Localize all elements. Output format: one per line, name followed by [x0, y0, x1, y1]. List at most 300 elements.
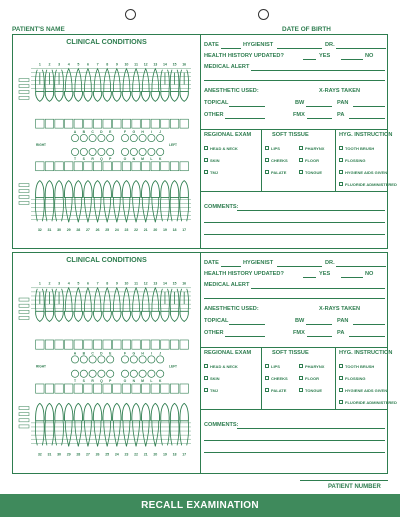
primary-tooth-lower[interactable]	[80, 370, 87, 377]
lower-note-box[interactable]	[74, 162, 82, 171]
pan-field[interactable]	[353, 106, 385, 107]
upper-tooth-root	[133, 69, 140, 92]
upper-tooth-crown	[170, 311, 178, 321]
primary-tooth-upper[interactable]	[98, 134, 105, 141]
primary-upper-letter: H	[141, 130, 144, 135]
soft-tissue-checkbox[interactable]	[265, 146, 269, 150]
upper-tooth-number: 16	[182, 62, 187, 67]
upper-tooth-root	[104, 288, 111, 312]
primary-tooth-upper[interactable]	[80, 134, 87, 141]
upper-tooth-root	[65, 288, 72, 312]
primary-lower-letter: L	[150, 156, 153, 161]
lower-note-box[interactable]	[122, 384, 130, 393]
lower-tooth-root	[123, 421, 130, 447]
soft-tissue-item: PHARYNX	[305, 364, 325, 369]
primary-lower-letter: R	[91, 156, 94, 161]
pa-label: PA	[337, 330, 345, 336]
regional-exam-checkbox[interactable]	[204, 364, 208, 368]
upper-tooth-number: 5	[77, 281, 80, 286]
regional-exam-item: HEAD & NECK	[210, 146, 238, 151]
hyg-instruction-item: TOOTH BRUSH	[345, 146, 375, 151]
primary-tooth-lower[interactable]	[139, 370, 146, 377]
lower-note-box[interactable]	[161, 384, 169, 393]
comments-field[interactable]	[237, 428, 385, 429]
upper-tooth-number: 4	[67, 281, 70, 286]
soft-tissue-checkbox[interactable]	[299, 388, 303, 392]
clinical-conditions-panel	[13, 253, 201, 473]
lower-tooth-root	[152, 421, 159, 447]
right-side-label: RIGHT	[36, 364, 46, 369]
regional-exam-header: REGIONAL EXAM	[204, 350, 252, 356]
upper-tooth-number: 10	[124, 281, 129, 286]
lower-note-box[interactable]	[93, 384, 101, 393]
upper-note-box[interactable]	[132, 119, 140, 128]
upper-note-box[interactable]	[55, 340, 63, 349]
primary-upper-letter: J	[159, 351, 162, 356]
primary-tooth-upper[interactable]	[89, 356, 96, 363]
doctor-field[interactable]	[336, 266, 386, 267]
upper-note-box[interactable]	[170, 119, 178, 128]
comments-label: COMMENTS:	[204, 422, 239, 428]
upper-note-box[interactable]	[161, 340, 169, 349]
primary-tooth-upper[interactable]	[130, 356, 137, 363]
upper-tooth-crown	[103, 91, 111, 101]
lower-note-box[interactable]	[132, 162, 140, 171]
primary-tooth-lower[interactable]	[157, 370, 164, 377]
comments-line[interactable]	[204, 452, 385, 453]
pa-field[interactable]	[349, 118, 385, 119]
hygienist-field[interactable]	[277, 48, 322, 49]
primary-tooth-upper[interactable]	[139, 356, 146, 363]
lower-tooth-crown	[170, 403, 178, 420]
xrays-label: X-RAYS TAKEN	[319, 88, 361, 94]
upper-note-box[interactable]	[36, 119, 44, 128]
lower-tooth-number: 23	[124, 452, 129, 457]
other-anesthetic-field[interactable]	[225, 118, 265, 119]
upper-note-box[interactable]	[170, 340, 178, 349]
lower-tooth-root	[75, 421, 82, 447]
lower-tooth-number: 29	[66, 452, 71, 457]
lower-note-box[interactable]	[113, 162, 121, 171]
upper-note-box[interactable]	[122, 340, 130, 349]
hygienist-field[interactable]	[277, 266, 322, 267]
soft-tissue-checkbox[interactable]	[265, 364, 269, 368]
primary-tooth-upper[interactable]	[157, 134, 164, 141]
lower-note-box[interactable]	[180, 384, 188, 393]
soft-tissue-item: FLOOR	[305, 158, 319, 163]
upper-tooth-number: 3	[58, 281, 61, 286]
upper-tooth-crown	[141, 311, 149, 321]
bw-field[interactable]	[306, 106, 332, 107]
lower-note-box[interactable]	[36, 384, 44, 393]
lower-note-box[interactable]	[103, 384, 111, 393]
upper-tooth-crown	[36, 91, 44, 101]
hyg-instruction-checkbox[interactable]	[339, 182, 343, 186]
upper-tooth-number: 9	[115, 281, 118, 286]
upper-note-box[interactable]	[84, 119, 92, 128]
exam-section-1	[12, 34, 397, 249]
primary-lower-letter: K	[158, 156, 162, 161]
lower-note-box[interactable]	[151, 384, 159, 393]
upper-note-box[interactable]	[141, 119, 149, 128]
lower-tooth-root	[94, 421, 101, 447]
upper-note-box[interactable]	[36, 340, 44, 349]
upper-tooth-crown	[132, 91, 140, 101]
upper-tooth-crown	[64, 91, 72, 101]
bw-field[interactable]	[306, 324, 332, 325]
lower-tooth-number: 31	[47, 228, 52, 233]
primary-tooth-upper[interactable]	[148, 134, 155, 141]
lower-note-box[interactable]	[132, 384, 140, 393]
lower-tooth-crown	[84, 403, 92, 420]
medical-alert-field-2[interactable]	[204, 298, 385, 299]
health-history-yes-field[interactable]	[303, 59, 316, 60]
upper-note-box[interactable]	[161, 119, 169, 128]
lower-tooth-number: 21	[143, 452, 148, 457]
lower-tooth-number: 19	[162, 228, 167, 233]
comments-line[interactable]	[204, 222, 385, 223]
hyg-instruction-checkbox[interactable]	[339, 146, 343, 150]
primary-tooth-upper[interactable]	[121, 356, 128, 363]
lower-tooth-root	[94, 197, 101, 222]
lower-note-box[interactable]	[103, 162, 111, 171]
regional-exam-checkbox[interactable]	[204, 376, 208, 380]
lower-tooth-crown	[151, 403, 159, 420]
soft-tissue-item: LIPS	[271, 146, 280, 151]
soft-tissue-checkbox[interactable]	[265, 388, 269, 392]
lower-tooth-root	[65, 197, 72, 222]
tooth-chart[interactable]	[13, 35, 200, 248]
lower-note-box[interactable]	[180, 162, 188, 171]
health-history-yes-field[interactable]	[303, 277, 316, 278]
hyg-instruction-checkbox[interactable]	[339, 170, 343, 174]
primary-tooth-lower[interactable]	[148, 370, 155, 377]
hyg-instruction-checkbox[interactable]	[339, 388, 343, 392]
upper-note-box[interactable]	[64, 119, 72, 128]
patient-number-label: PATIENT NUMBER	[328, 484, 381, 490]
lower-tooth-number: 19	[162, 452, 167, 457]
comments-label: COMMENTS:	[204, 204, 239, 210]
primary-upper-letter: G	[132, 130, 136, 135]
upper-tooth-crown	[36, 311, 44, 321]
primary-tooth-upper[interactable]	[107, 134, 114, 141]
comments-line[interactable]	[204, 440, 385, 441]
pa-label: PA	[337, 112, 345, 118]
soft-tissue-item: FLOOR	[305, 376, 319, 381]
upper-tooth-number: 10	[124, 62, 129, 67]
left-side-label: LEFT	[169, 142, 177, 147]
lower-tooth-crown	[74, 403, 82, 420]
upper-tooth-crown	[55, 91, 63, 101]
lower-tooth-crown	[180, 403, 188, 420]
topical-label: TOPICAL	[204, 100, 229, 106]
lower-note-box[interactable]	[74, 384, 82, 393]
upper-note-box[interactable]	[103, 340, 111, 349]
primary-tooth-upper[interactable]	[98, 356, 105, 363]
soft-tissue-checkbox[interactable]	[299, 158, 303, 162]
lower-note-box[interactable]	[151, 162, 159, 171]
primary-tooth-upper[interactable]	[80, 356, 87, 363]
regional-exam-checkbox[interactable]	[204, 170, 208, 174]
upper-tooth-number: 2	[48, 281, 51, 286]
hyg-instruction-header: HYG. INSTRUCTION	[339, 350, 393, 356]
upper-tooth-crown	[170, 91, 178, 101]
comments-line[interactable]	[204, 234, 385, 235]
upper-note-box[interactable]	[93, 340, 101, 349]
primary-tooth-upper[interactable]	[71, 356, 78, 363]
lower-note-box[interactable]	[122, 162, 130, 171]
lower-note-box[interactable]	[55, 384, 63, 393]
lower-tooth-root	[84, 197, 91, 222]
medical-alert-field[interactable]	[251, 288, 385, 289]
date-field[interactable]	[221, 48, 241, 49]
primary-tooth-upper[interactable]	[148, 356, 155, 363]
health-history-no-field[interactable]	[341, 59, 363, 60]
left-side-label: LEFT	[169, 364, 177, 369]
upper-note-box[interactable]	[122, 119, 130, 128]
upper-note-box[interactable]	[93, 119, 101, 128]
lower-note-box[interactable]	[45, 384, 53, 393]
primary-tooth-lower[interactable]	[139, 148, 146, 155]
soft-tissue-item: TONGUE	[305, 170, 323, 175]
primary-tooth-lower[interactable]	[148, 148, 155, 155]
date-label: DATE	[204, 260, 219, 266]
tooth-chart[interactable]	[13, 253, 200, 473]
hyg-instruction-checkbox[interactable]	[339, 376, 343, 380]
lower-tooth-number: 29	[66, 228, 71, 233]
upper-tooth-number: 16	[182, 281, 187, 286]
upper-note-box[interactable]	[74, 119, 82, 128]
lower-note-box[interactable]	[113, 384, 121, 393]
dob-label: DATE OF BIRTH	[282, 26, 331, 33]
upper-note-box[interactable]	[180, 119, 188, 128]
hyg-instruction-item: HYGIENE AIDS GIVEN	[345, 170, 388, 175]
lower-tooth-number: 18	[172, 452, 177, 457]
lower-tooth-number: 20	[153, 228, 158, 233]
primary-tooth-lower[interactable]	[121, 370, 128, 377]
upper-tooth-number: 1	[38, 62, 41, 67]
upper-tooth-root	[113, 69, 120, 92]
doctor-field[interactable]	[336, 48, 386, 49]
pa-field[interactable]	[349, 336, 385, 337]
upper-note-box[interactable]	[132, 340, 140, 349]
lower-tooth-crown	[64, 403, 72, 420]
upper-tooth-root	[133, 288, 140, 312]
upper-note-box[interactable]	[141, 340, 149, 349]
lower-tooth-root	[133, 421, 140, 447]
upper-note-box[interactable]	[45, 340, 53, 349]
soft-tissue-checkbox[interactable]	[299, 146, 303, 150]
hyg-instruction-checkbox[interactable]	[339, 400, 343, 404]
primary-tooth-lower[interactable]	[71, 370, 78, 377]
upper-tooth-crown	[55, 311, 63, 321]
upper-note-box[interactable]	[45, 119, 53, 128]
primary-tooth-lower[interactable]	[157, 148, 164, 155]
lower-note-box[interactable]	[36, 162, 44, 171]
lower-note-box[interactable]	[93, 162, 101, 171]
upper-tooth-crown	[132, 311, 140, 321]
upper-tooth-crown	[45, 311, 53, 321]
lower-note-box[interactable]	[141, 162, 149, 171]
lower-tooth-crown	[45, 181, 53, 198]
upper-tooth-root	[94, 288, 101, 312]
upper-note-box[interactable]	[74, 340, 82, 349]
topical-label: TOPICAL	[204, 318, 229, 324]
primary-tooth-lower[interactable]	[89, 370, 96, 377]
primary-tooth-lower[interactable]	[130, 148, 137, 155]
lower-note-box[interactable]	[170, 384, 178, 393]
soft-tissue-checkbox[interactable]	[299, 376, 303, 380]
upper-tooth-crown	[93, 91, 101, 101]
upper-note-box[interactable]	[180, 340, 188, 349]
lower-tooth-crown	[93, 181, 101, 198]
medical-alert-field-2[interactable]	[204, 80, 385, 81]
upper-note-box[interactable]	[151, 340, 159, 349]
fmx-field[interactable]	[307, 336, 332, 337]
lower-note-box[interactable]	[84, 384, 92, 393]
upper-note-box[interactable]	[103, 119, 111, 128]
lower-tooth-number: 31	[47, 452, 52, 457]
topical-field[interactable]	[229, 106, 265, 107]
soft-tissue-checkbox[interactable]	[299, 170, 303, 174]
lower-tooth-root	[45, 421, 54, 446]
medical-alert-field[interactable]	[251, 70, 385, 71]
lower-tooth-crown	[151, 181, 159, 198]
lower-note-box[interactable]	[64, 162, 72, 171]
upper-tooth-root	[142, 288, 149, 312]
lower-note-box[interactable]	[161, 162, 169, 171]
lower-tooth-number: 32	[37, 452, 42, 457]
primary-upper-letter: J	[159, 130, 162, 135]
primary-tooth-lower[interactable]	[107, 370, 114, 377]
primary-tooth-lower[interactable]	[130, 370, 137, 377]
patient-number-field[interactable]	[300, 480, 388, 481]
soft-tissue-checkbox[interactable]	[265, 158, 269, 162]
lower-tooth-root	[113, 421, 120, 447]
primary-tooth-lower[interactable]	[98, 148, 105, 155]
lower-tooth-number: 22	[134, 452, 139, 457]
primary-tooth-lower[interactable]	[80, 148, 87, 155]
lower-tooth-root	[55, 197, 64, 221]
primary-tooth-upper[interactable]	[121, 134, 128, 141]
primary-tooth-lower[interactable]	[107, 148, 114, 155]
primary-tooth-lower[interactable]	[89, 148, 96, 155]
punch-hole-right	[258, 9, 269, 20]
soft-tissue-checkbox[interactable]	[299, 364, 303, 368]
lower-tooth-number: 27	[85, 228, 90, 233]
regional-exam-checkbox[interactable]	[204, 158, 208, 162]
hyg-instruction-checkbox[interactable]	[339, 364, 343, 368]
hyg-instruction-item: FLUORIDE ADMINISTERED	[345, 400, 397, 405]
upper-tooth-crown	[74, 311, 82, 321]
upper-tooth-number: 2	[48, 62, 51, 67]
regional-exam-item: TMJ	[210, 388, 218, 393]
lower-tooth-crown	[132, 403, 140, 420]
bw-label: BW	[295, 318, 305, 324]
lower-note-box[interactable]	[84, 162, 92, 171]
xrays-label: X-RAYS TAKEN	[319, 306, 361, 312]
lower-note-box[interactable]	[141, 384, 149, 393]
date-field[interactable]	[221, 266, 241, 267]
soft-tissue-checkbox[interactable]	[265, 170, 269, 174]
other-anesthetic-field[interactable]	[225, 336, 265, 337]
primary-lower-letter: Q	[100, 156, 103, 161]
primary-tooth-lower[interactable]	[121, 148, 128, 155]
primary-lower-letter: S	[82, 378, 85, 383]
primary-tooth-upper[interactable]	[130, 134, 137, 141]
lower-tooth-root	[161, 197, 170, 221]
upper-note-box[interactable]	[64, 340, 72, 349]
primary-upper-letter: B	[82, 351, 86, 356]
topical-field[interactable]	[229, 324, 265, 325]
upper-note-box[interactable]	[151, 119, 159, 128]
upper-tooth-number: 1	[38, 281, 41, 286]
lower-tooth-number: 27	[85, 452, 90, 457]
health-history-no-field[interactable]	[341, 277, 363, 278]
primary-tooth-upper[interactable]	[107, 356, 114, 363]
upper-tooth-crown	[113, 91, 121, 101]
upper-tooth-number: 6	[86, 62, 89, 67]
lower-tooth-number: 28	[76, 228, 81, 233]
lower-tooth-root	[161, 421, 170, 446]
primary-tooth-upper[interactable]	[89, 134, 96, 141]
punch-hole-left	[125, 9, 136, 20]
lower-tooth-number: 26	[95, 452, 100, 457]
lower-tooth-crown	[36, 181, 44, 198]
lower-note-box[interactable]	[45, 162, 53, 171]
upper-note-box[interactable]	[113, 340, 121, 349]
soft-tissue-checkbox[interactable]	[265, 376, 269, 380]
primary-lower-letter: Q	[100, 378, 103, 383]
upper-tooth-crown	[93, 311, 101, 321]
upper-tooth-number: 7	[96, 281, 99, 286]
pan-field[interactable]	[353, 324, 385, 325]
upper-note-box[interactable]	[55, 119, 63, 128]
lower-note-box[interactable]	[170, 162, 178, 171]
upper-note-box[interactable]	[84, 340, 92, 349]
lower-tooth-root	[35, 421, 44, 446]
lower-note-box[interactable]	[55, 162, 63, 171]
primary-tooth-upper[interactable]	[157, 356, 164, 363]
primary-lower-letter: M	[141, 156, 145, 161]
right-side-label: RIGHT	[36, 142, 46, 147]
upper-tooth-number: 13	[153, 62, 158, 67]
clinical-conditions-title: CLINICAL CONDITIONS	[66, 37, 147, 46]
lower-tooth-root	[35, 197, 44, 221]
lower-tooth-crown	[55, 403, 63, 420]
lower-tooth-root	[180, 421, 189, 446]
upper-tooth-number: 9	[115, 62, 118, 67]
primary-tooth-upper[interactable]	[139, 134, 146, 141]
upper-tooth-crown	[151, 91, 159, 101]
primary-tooth-lower[interactable]	[98, 370, 105, 377]
primary-lower-letter: S	[82, 156, 85, 161]
lower-tooth-crown	[113, 403, 121, 420]
no-label: NO	[365, 271, 374, 277]
primary-tooth-upper[interactable]	[71, 134, 78, 141]
regional-exam-checkbox[interactable]	[204, 146, 208, 150]
lower-note-box[interactable]	[64, 384, 72, 393]
upper-tooth-root	[152, 69, 159, 92]
primary-lower-letter: P	[109, 156, 112, 161]
comments-field[interactable]	[237, 210, 385, 211]
primary-tooth-lower[interactable]	[71, 148, 78, 155]
dr-label: DR.	[325, 42, 335, 48]
regional-exam-checkbox[interactable]	[204, 388, 208, 392]
fmx-field[interactable]	[307, 118, 332, 119]
hyg-instruction-checkbox[interactable]	[339, 158, 343, 162]
upper-note-box[interactable]	[113, 119, 121, 128]
